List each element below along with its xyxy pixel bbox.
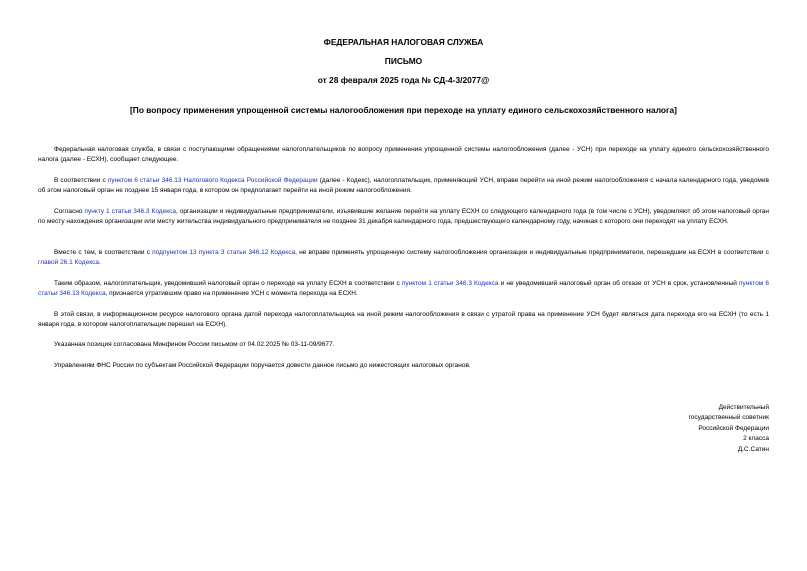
signatory-name: Д.С.Сатин <box>737 445 769 453</box>
document-subject: [По вопросу применения упрощенной системы налогообложения при переходе на уплату единого сельскохозяйственного налога] <box>130 105 677 115</box>
document-date-number: от 28 февраля 2025 года № СД-4-3/2077@ <box>317 75 490 85</box>
signatory-rank-line4: 2 класса <box>743 435 769 443</box>
paragraph-minfin-agreement: Указанная позиция согласована Минфином России письмом от 04.02.2025 № 03-11-09/9677. <box>54 341 335 348</box>
agency-title: ФЕДЕРАЛЬНАЯ НАЛОГОВАЯ СЛУЖБА <box>323 37 484 47</box>
signatory-rank-line2: государственный советник <box>688 414 769 422</box>
link-nk-346-13-p6-second[interactable]: пунктом 6 статьи 346.13 Кодекса <box>38 280 770 298</box>
paragraph-transition-date: В этой связи, в информационном ресурсе налогового органа датой перехода налогоплательщика на иной режим налогообложения в связи с утратой права на применение УСН будет являться дата перехода его на ЕСХН (то есть 1 января года, в котором налогоплательщик перешел на ЕСХН). <box>38 311 769 329</box>
link-nk-346-13-p6[interactable]: пунктом 6 статьи 346.13 Налогового Кодекса Российской Федерации <box>107 177 318 184</box>
link-nk-346-12-pp13[interactable]: подпунктом 13 пункта 3 статьи 346.12 Кодекса <box>152 249 296 256</box>
signature-block <box>569 403 769 455</box>
paragraph-transition-rule: В соответствии с пунктом 6 статьи 346.13 Налогового Кодекса Российской Федерации (далее - Кодекс), налогоплательщик, применяющий УСН, вправе перейти на иной режим налогообложения с начала календарного года, уведомив об этом налоговый орган не позднее 15 января года, в котором он предполагает перейти на иной режим налогообложения. <box>38 177 769 195</box>
paragraph-instruction: Управлениям ФНС России по субъектам Российской Федерации поручается довести данное письмо до нижестоящих налоговых органов. <box>54 362 471 369</box>
link-nk-346-3-p1-second[interactable]: пунктом 1 статьи 346.3 Кодекса <box>401 280 499 287</box>
document-type: ПИСЬМО <box>384 56 423 66</box>
link-nk-346-3-p1[interactable]: пункту 1 статьи 346.3 Кодекса <box>84 208 176 215</box>
signatory-rank-line1: Действительный <box>718 404 769 411</box>
link-chapter-26-1[interactable]: главой 26.1 Кодекса <box>38 259 99 267</box>
paragraph-esxn-notice: Согласно пункту 1 статьи 346.3 Кодекса, организации и индивидуальные предприниматели, изъявившие желание перейти на уплату ЕСХН со следующего календарного года (в том числе с УСН), уведомляют об этом налоговый орган по месту нахождения организации или месту жительства индивидуального предпринимателя не позднее 31 декабря календарного года, предшествующего календарному году, начиная с которого они переходят на уплату ЕСХН. <box>38 208 770 226</box>
signatory-rank-line3: Российской Федерации <box>698 424 769 432</box>
paragraph-restriction: Вместе с тем, в соответствии с подпунктом 13 пункта 3 статьи 346.12 Кодекса, не вправе применять упрощенную систему налогообложения организации и индивидуальные предприниматели, перешедшие на ЕСХН в соответствии с главой 26.1 Кодекса. <box>38 249 769 267</box>
paragraph-conclusion: Таким образом, налогоплательщик, уведомивший налоговый орган о переходе на уплату ЕСХН в соответствии с пунктом 1 статьи 346.3 Кодекса и не уведомивший налоговый орган об отказе от УСН в срок, установленный пунктом 6 статьи 346.13 Кодекса, признается утратившим право на применение УСН с момента перехода на ЕСХН. <box>38 280 770 298</box>
paragraph-intro: Федеральная налоговая служба, в связи с поступающими обращениями налогоплательщиков по вопросу применения упрощенной системы налогообложения (далее - УСН) при переходе на уплату единого сельскохозяйственного налога (далее - ЕСХН), сообщает следующее. <box>38 146 769 164</box>
